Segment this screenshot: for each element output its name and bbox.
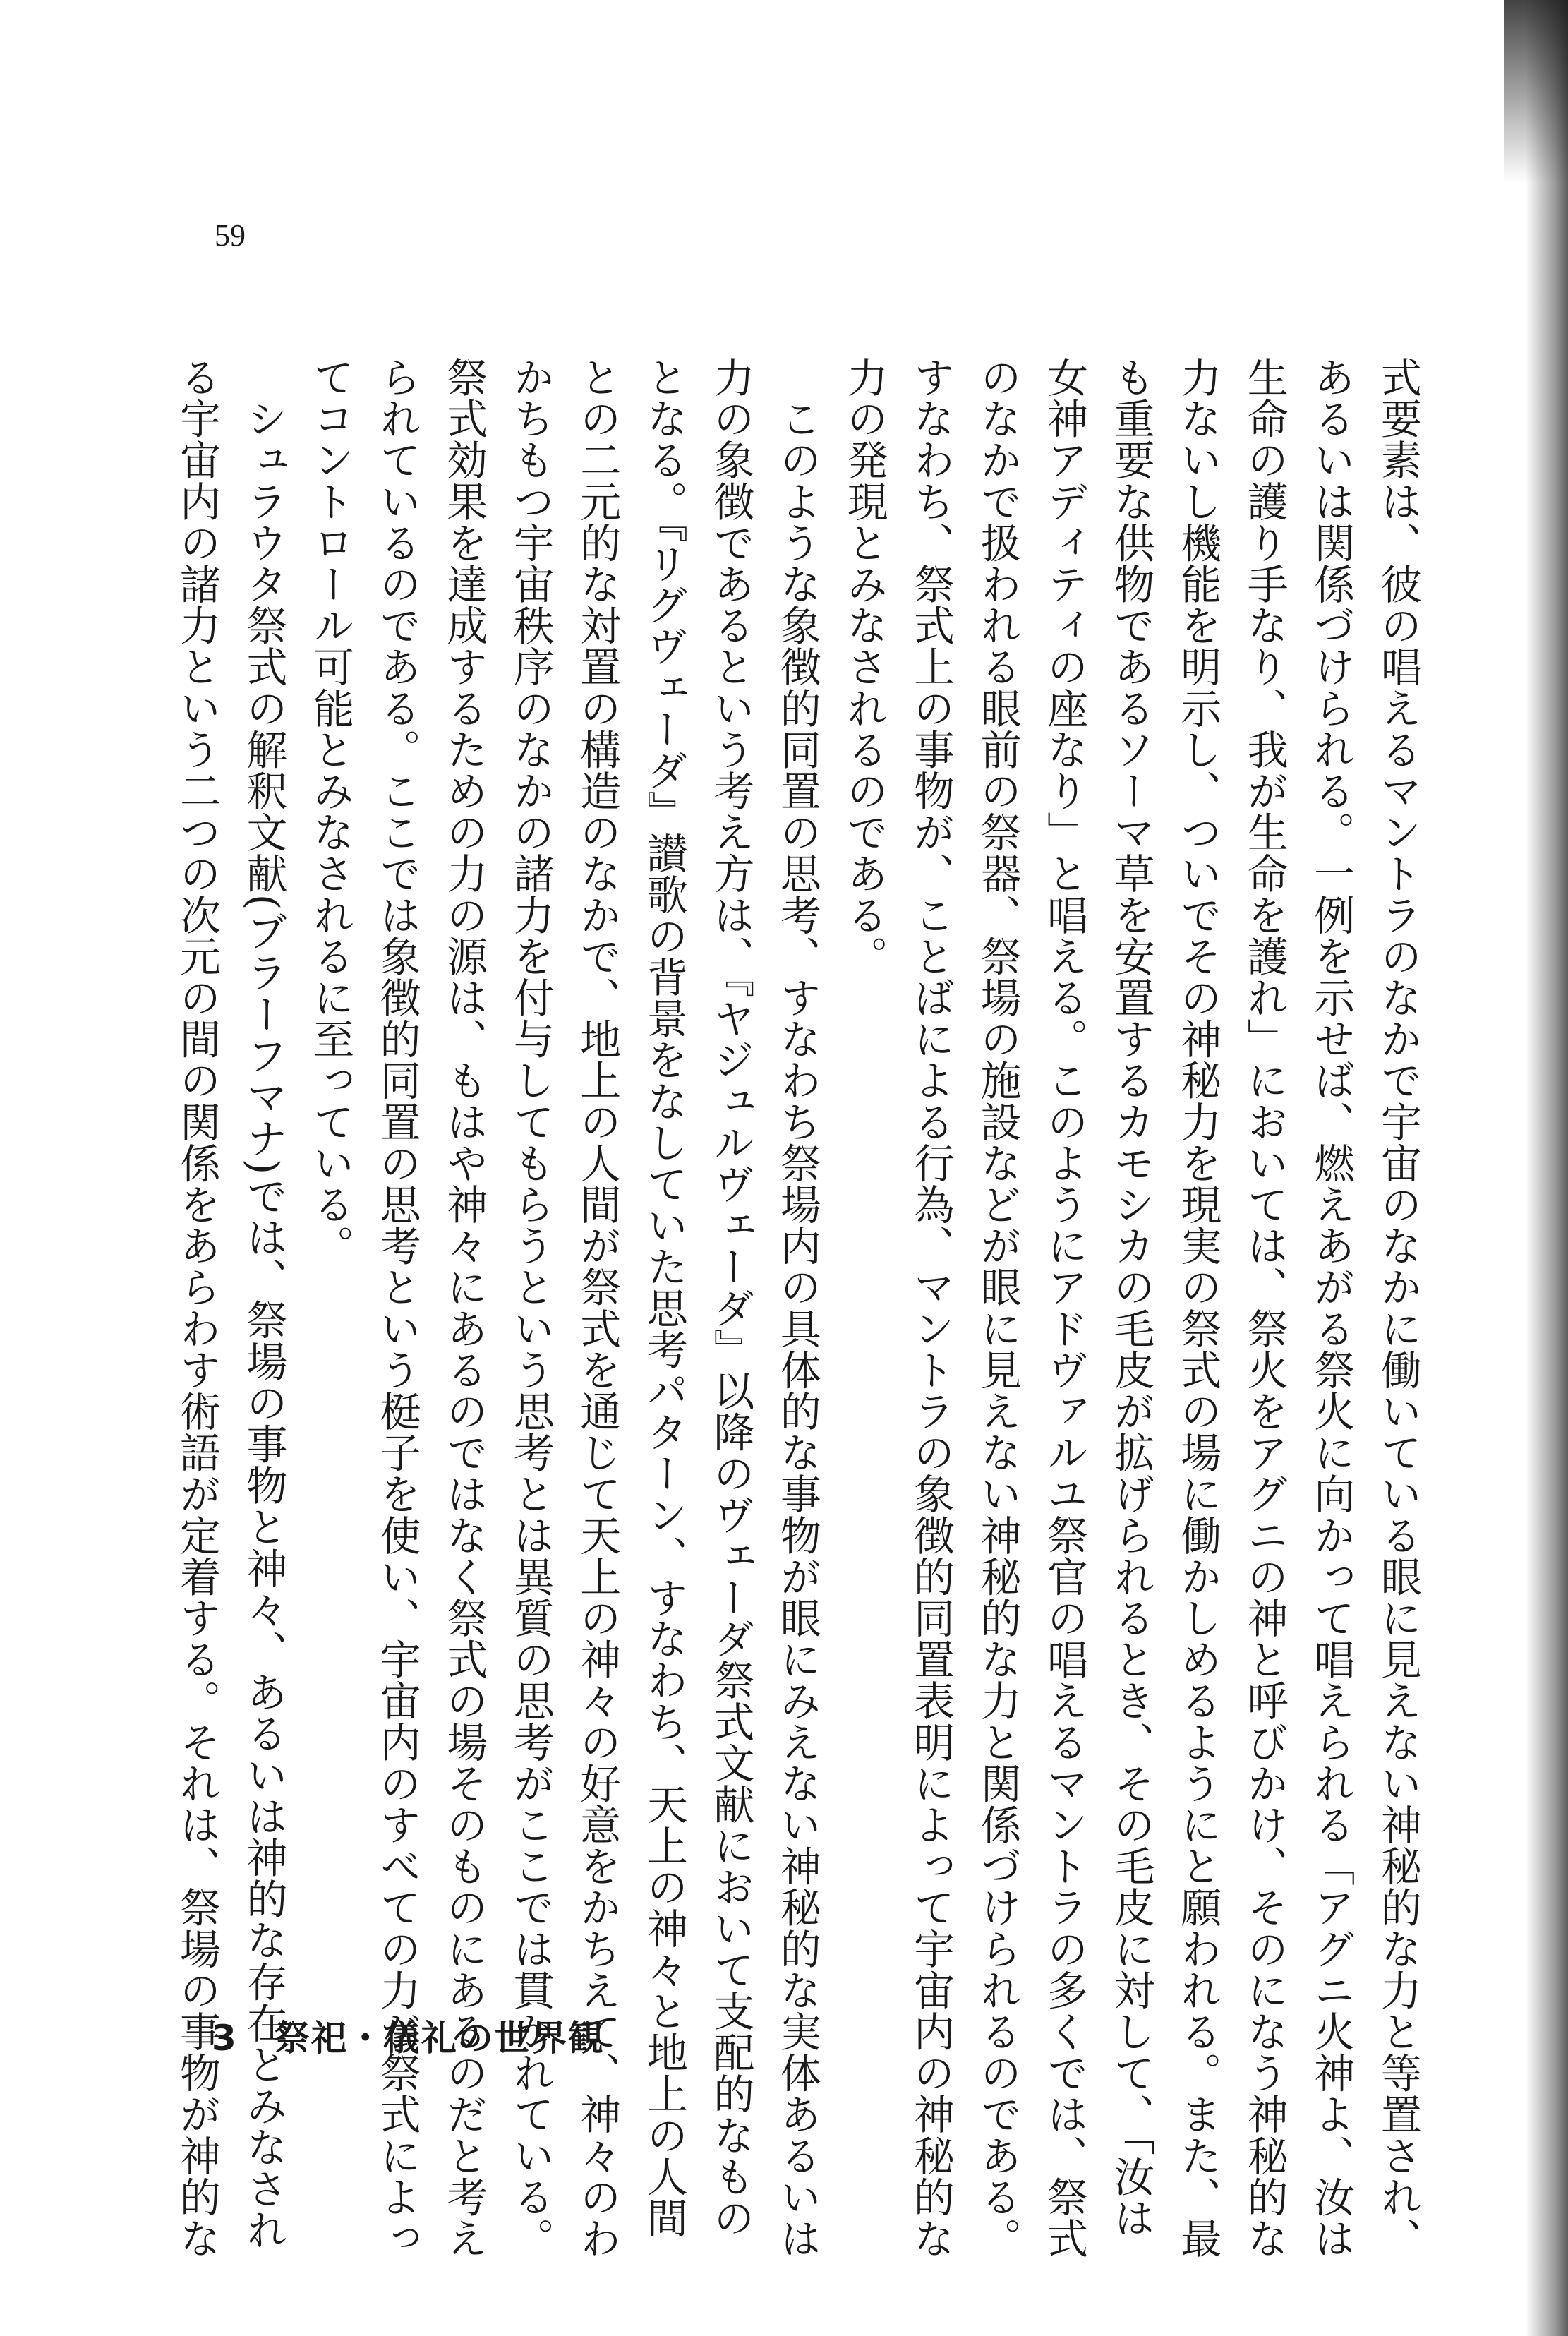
text-line: 生命の護り手なり、我が生命を護れ」においては、祭火をアグニの神と呼びかけ、そのになう神秘的な: [1240, 356, 1289, 2259]
text-line: も重要な供物であるソーマ草を安置するカモシカの毛皮が拡げられるとき、その毛皮に対して、「汝は: [1106, 356, 1155, 2239]
page-corner-shadow: [1504, 0, 1568, 183]
text-line: となる。『リグヴェーダ』讃歌の背景をなしていた思考パターン、すなわち、天上の神々と地上の人間: [639, 356, 688, 2239]
text-line: 祭式効果を達成するための力の源は、もはや神々にあるのではなく祭式の場そのものにあるのだと考え: [440, 356, 488, 2259]
text-line: シュラウタ祭式の解釈文献(ブラーフマナ)では、祭場の事物と神々、あるいは神的な存在とみなされ: [239, 356, 288, 2251]
page-number: 59: [215, 218, 246, 253]
page-edge-shadow: [1526, 0, 1568, 2336]
text-line: との二元的な対置の構造のなかで、地上の人間が祭式を通じて天上の神々の好意をかちえて、神々のわ: [573, 356, 622, 2259]
text-line: 力ないし機能を明示し、ついでその神秘力を現実の祭式の場に働かしめるようにと願われる。また、最: [1174, 356, 1222, 2259]
text-line: る宇宙内の諸力という二つの次元の間の関係をあらわす術語が定着する。それは、祭場の事物が神的な: [173, 356, 221, 2259]
text-line: 式要素は、彼の唱えるマントラのなかで宇宙のなかに働いている眼に見えない神秘的な力と等置され、: [1373, 356, 1422, 2259]
text-line: てコントロール可能とみなされるに至っている。: [306, 356, 355, 1267]
text-line: あるいは関係づけられる。一例を示せば、燃えあがる祭火に向かって唱えられる「アグニ火神よ、汝は: [1307, 356, 1356, 2259]
text-line: 力の発現とみなされるのである。: [840, 356, 888, 977]
text-line: このような象徴的同置の思考、すなわち祭場内の具体的な事物が眼にみえない神秘的な実体あるいは: [773, 356, 821, 2259]
text-line: 力の象徴であるという考え方は、『ヤジュルヴェーダ』以降のヴェーダ祭式文献において支配的なもの: [706, 356, 755, 2239]
text-line: 女神アディティの座なり」と唱える。このようにアドヴァルユ祭官の唱えるマントラの多くでは、祭式: [1040, 356, 1089, 2259]
text-line: のなかで扱われる眼前の祭器、祭場の施設などが眼に見えない神秘的な力と関係づけられるのである。: [973, 356, 1022, 2259]
text-line: られているのである。ここでは象徴的同置の思考という梃子を使い、宇宙内のすべての力が祭式によっ: [373, 356, 421, 2259]
running-footer: 3 祭祀・儀礼の世界観: [212, 2018, 605, 2059]
text-line: すなわち、祭式上の事物が、ことばによる行為、マントラの象徴的同置表明によって宇宙内の神秘的な: [907, 356, 955, 2259]
text-line: かちもつ宇宙秩序のなかの諸力を付与してもらうという思考とは異質の思考がここでは貫かれている。: [506, 356, 555, 2259]
